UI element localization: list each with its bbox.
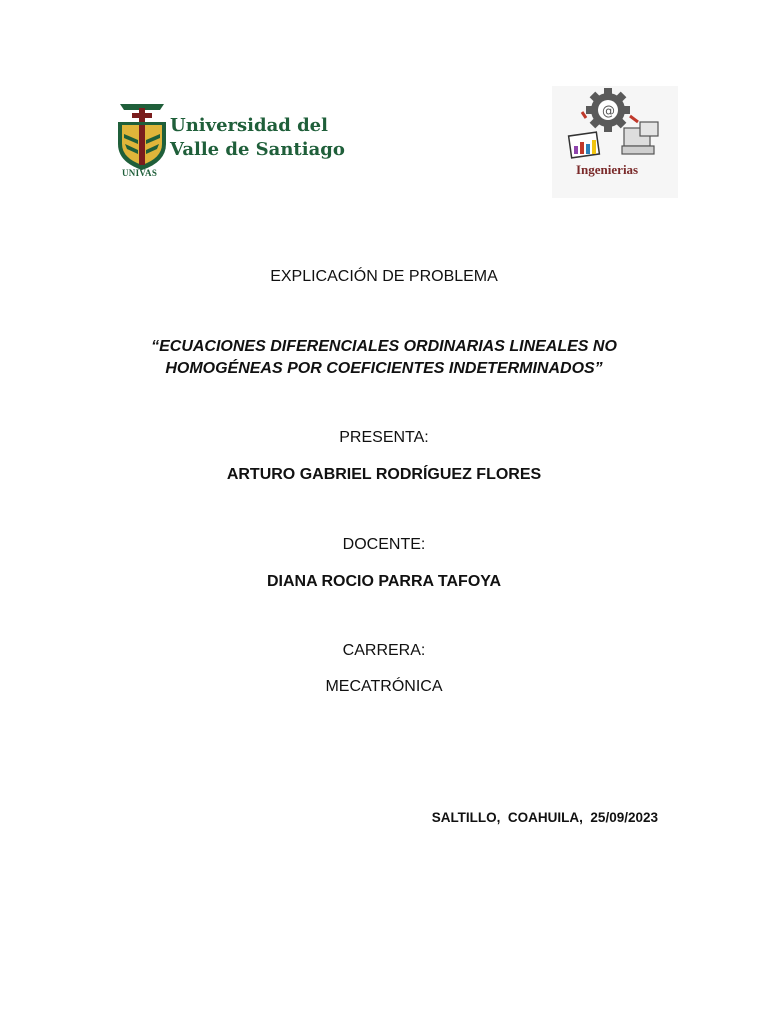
carrera-value: MECATRÓNICA (325, 678, 443, 695)
university-name-line1: Universidad del (170, 115, 328, 136)
document-title-line1: “ECUACIONES DIFERENCIALES ORDINARIAS LINEALES NO (151, 338, 617, 355)
university-abbreviation: UNIVAS (122, 168, 158, 178)
university-logo (112, 94, 345, 184)
docente-label: DOCENTE: (342, 536, 426, 553)
university-name-line2: Valle de Santiago (170, 139, 345, 160)
carrera-label: CARRERA: (342, 642, 426, 659)
engineering-gear-icon (552, 86, 678, 166)
engineering-label: Ingenierias (576, 162, 639, 177)
docente-value: DIANA ROCIO PARRA TAFOYA (266, 573, 502, 590)
svg-text:@: @ (602, 104, 615, 119)
university-name (170, 114, 345, 162)
engineering-logo (552, 86, 678, 198)
presenta-value: ARTURO GABRIEL RODRÍGUEZ FLORES (226, 466, 542, 483)
presenta-label: PRESENTA: (339, 429, 429, 446)
place-date: SALTILLO, COAHUILA, 25/09/2023 (431, 810, 658, 825)
document-heading: EXPLICACIÓN DE PROBLEMA (270, 268, 498, 285)
document-title-line2: HOMOGÉNEAS POR COEFICIENTES INDETERMINADOS” (165, 360, 603, 377)
